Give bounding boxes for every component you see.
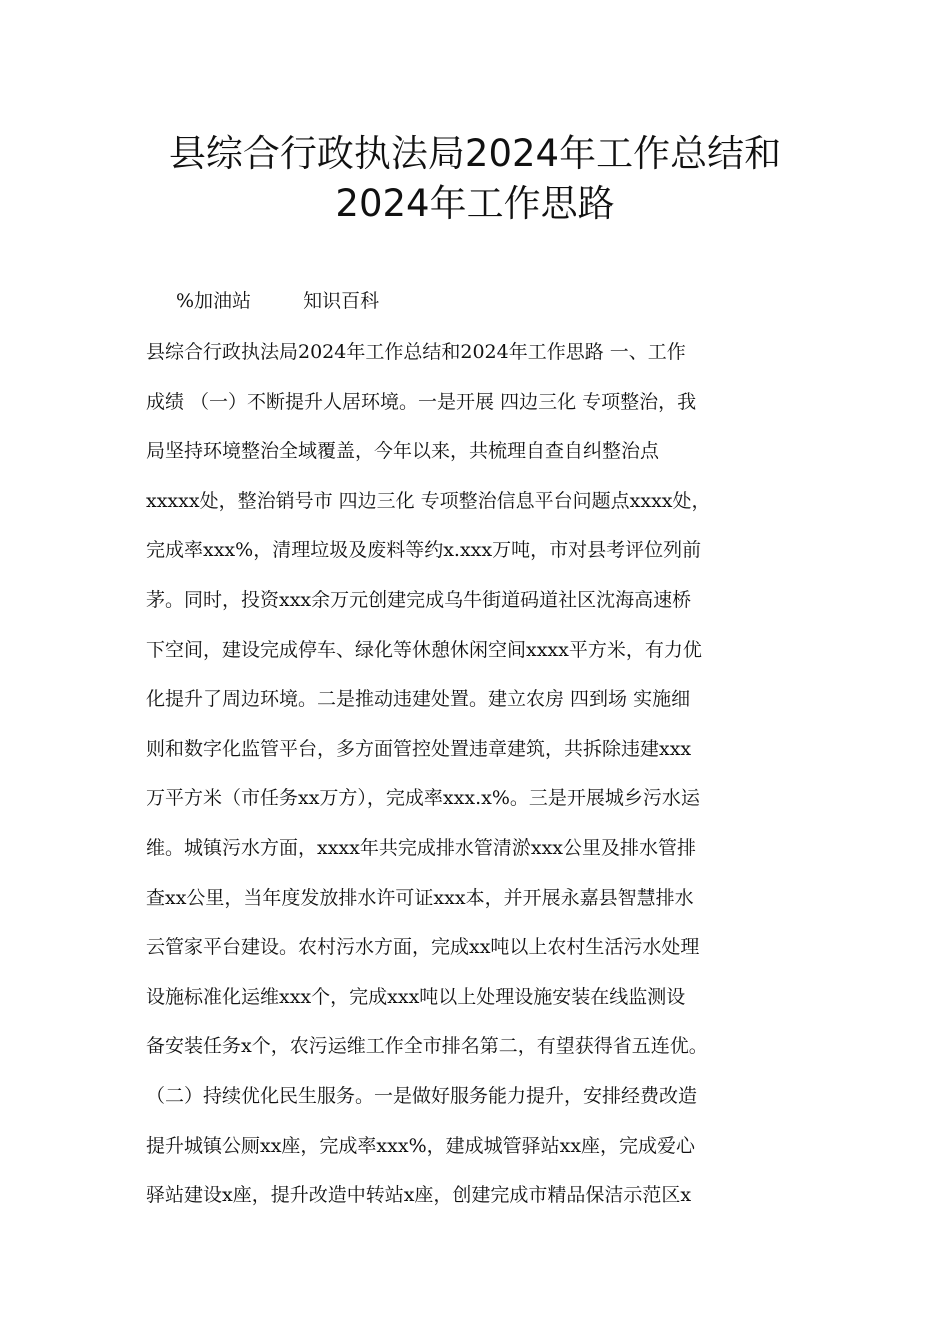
body-line: 成绩 （一）不断提升人居环境。一是开展 四边三化 专项整治，我: [146, 390, 697, 413]
body-line: （二）持续优化民生服务。一是做好服务能力提升，安排经费改造: [146, 1085, 698, 1107]
body-line: 完成率xxx%，清理垃圾及废料等约x.xxx万吨，市对县考评位列前: [146, 539, 702, 562]
body-line: 则和数字化监管平台，多方面管控处置违章建筑，共拆除违建xxx: [146, 737, 692, 760]
body-line: 提升城镇公厕xx座，完成率xxx%，建成城管驿站xx座，完成爱心: [146, 1134, 696, 1157]
body-line: 驿站建设x座，提升改造中转站x座，创建完成市精品保洁示范区x: [146, 1184, 692, 1207]
body-line: 县综合行政执法局2024年工作总结和2024年工作思路 一、工作: [146, 341, 686, 363]
meta-tag-source: %加油站: [176, 290, 252, 312]
body-line: 局坚持环境整治全域覆盖，今年以来，共梳理自查自纠整治点: [146, 440, 660, 463]
body-line: 云管家平台建设。农村污水方面，完成xx吨以上农村生活污水处理: [146, 936, 700, 959]
body-line: 设施标准化运维xxx个，完成xxx吨以上处理设施安装在线监测设: [146, 985, 686, 1008]
body-line: 维。城镇污水方面，xxxx年共完成排水管清淤xxx公里及排水管排: [146, 837, 697, 859]
body-line: xxxxx处，整治销号市 四边三化 专项整治信息平台问题点xxxx处，: [146, 489, 711, 512]
meta-tag-category: 知识百科: [303, 290, 380, 312]
document-title-line-2: 2024年工作思路: [335, 182, 615, 225]
body-line: 查xx公里，当年度发放排水许可证xxx本，并开展永嘉县智慧排水: [146, 886, 694, 909]
document-meta: [176, 286, 425, 316]
document-title-line-1: 县综合行政执法局2024年工作总结和: [168, 132, 782, 175]
body-line: 下空间，建设完成停车、绿化等休憩休闲空间xxxx平方米，有力优: [146, 638, 702, 661]
body-line: 化提升了周边环境。二是推动违建处置。建立农房 四到场 实施细: [146, 688, 691, 711]
body-line: 备安装任务x个，农污运维工作全市排名第二，有望获得省五连优。: [146, 1035, 708, 1058]
body-line: 茅。同时，投资xxx余万元创建完成乌牛街道码道社区沈海高速桥: [146, 589, 692, 611]
body-line: 万平方米（市任务xx万方），完成率xxx.x%。三是开展城乡污水运: [146, 787, 700, 810]
